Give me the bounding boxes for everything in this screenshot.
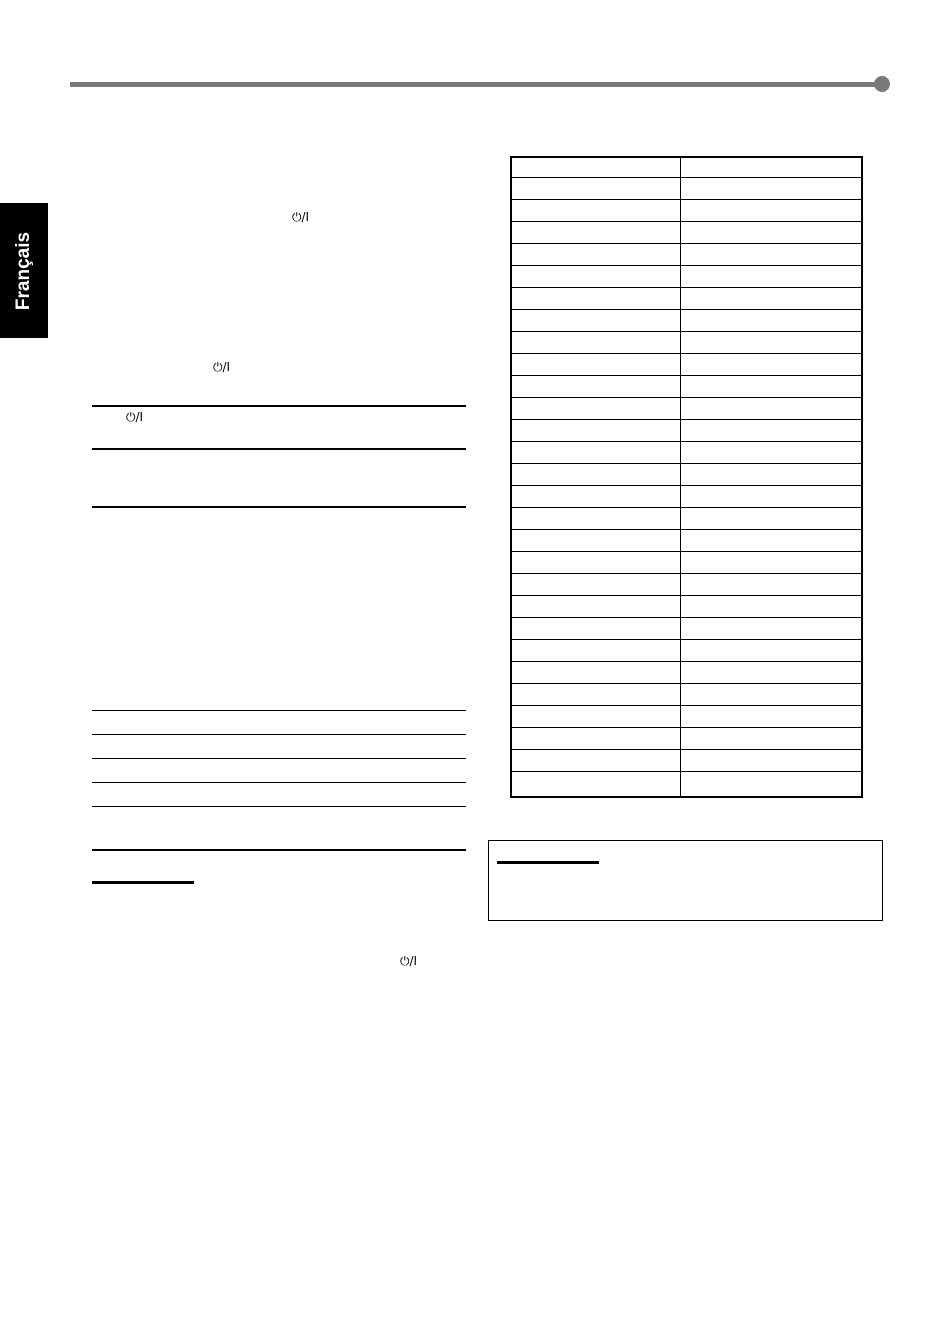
table-cell	[681, 266, 863, 288]
table-cell	[511, 222, 681, 244]
table-cell	[681, 464, 863, 486]
table-row	[511, 640, 862, 662]
table-cell	[681, 618, 863, 640]
table-row	[511, 332, 862, 354]
table-cell	[511, 662, 681, 684]
language-tab-label: Français	[13, 231, 34, 310]
table-row	[511, 354, 862, 376]
table-cell	[511, 574, 681, 596]
table-row	[511, 574, 862, 596]
table-cell	[511, 310, 681, 332]
table-row	[511, 552, 862, 574]
table-header-row	[511, 157, 862, 178]
table-row	[511, 772, 862, 798]
table-cell	[681, 222, 863, 244]
table-cell	[681, 178, 863, 200]
table-row	[511, 530, 862, 552]
note-box	[488, 840, 883, 921]
table-rule	[92, 806, 466, 807]
table-row	[511, 618, 862, 640]
table-cell	[511, 398, 681, 420]
table-cell	[681, 332, 863, 354]
table-cell	[511, 288, 681, 310]
table-row	[511, 596, 862, 618]
table-cell	[681, 750, 863, 772]
table-cell	[681, 376, 863, 398]
table-header-cell	[681, 157, 863, 178]
table-row	[511, 442, 862, 464]
table-cell	[681, 310, 863, 332]
table-row	[511, 398, 862, 420]
table-cell	[681, 552, 863, 574]
table-cell	[681, 640, 863, 662]
header-rule	[70, 82, 882, 87]
table-row	[511, 508, 862, 530]
table-row	[511, 750, 862, 772]
table-row	[511, 222, 862, 244]
table-cell	[511, 596, 681, 618]
table-cell	[511, 728, 681, 750]
table-cell	[511, 244, 681, 266]
table-cell	[511, 354, 681, 376]
table-cell	[681, 486, 863, 508]
table-row	[511, 486, 862, 508]
table-rule	[92, 849, 466, 851]
table-cell	[681, 574, 863, 596]
table-row	[511, 464, 862, 486]
table-rule	[92, 758, 466, 759]
table-row	[511, 662, 862, 684]
table-row	[511, 420, 862, 442]
table-cell	[511, 750, 681, 772]
table-row	[511, 178, 862, 200]
power-standby-icon: ⏻/I	[400, 954, 418, 968]
table-cell	[511, 640, 681, 662]
table-cell	[681, 684, 863, 706]
table-row	[511, 266, 862, 288]
table-cell	[681, 354, 863, 376]
table-rule	[92, 710, 466, 711]
table-row	[511, 310, 862, 332]
header-rule-endpoint	[874, 76, 890, 92]
table-cell	[511, 178, 681, 200]
table-row	[511, 684, 862, 706]
power-standby-icon: ⏻/I	[126, 410, 144, 424]
power-standby-icon: ⏻/I	[292, 210, 310, 224]
table-cell	[681, 288, 863, 310]
table-cell	[511, 332, 681, 354]
table-cell	[511, 266, 681, 288]
table-cell	[511, 200, 681, 222]
table-cell	[681, 596, 863, 618]
table-rule	[92, 448, 466, 450]
table-cell	[511, 530, 681, 552]
table-rule	[92, 734, 466, 735]
table-cell	[511, 706, 681, 728]
table-cell	[511, 442, 681, 464]
table-rule	[92, 506, 466, 508]
table-cell	[511, 552, 681, 574]
table-cell	[681, 244, 863, 266]
table-cell	[511, 618, 681, 640]
table-cell	[681, 508, 863, 530]
table-cell	[681, 772, 863, 798]
table-cell	[681, 706, 863, 728]
table-cell	[681, 728, 863, 750]
language-tab	[0, 203, 48, 338]
table-row	[511, 376, 862, 398]
table-cell	[681, 530, 863, 552]
table-cell	[511, 420, 681, 442]
table-cell	[511, 464, 681, 486]
table-header-cell	[511, 157, 681, 178]
note-heading-underline	[92, 881, 194, 884]
table-row	[511, 728, 862, 750]
table-cell	[511, 772, 681, 798]
table-cell	[511, 684, 681, 706]
table-rule	[92, 782, 466, 783]
table-rule	[92, 405, 466, 407]
table-cell	[681, 442, 863, 464]
table-cell	[681, 200, 863, 222]
table-cell	[681, 662, 863, 684]
table-cell	[681, 398, 863, 420]
table-cell	[511, 376, 681, 398]
table-cell	[511, 508, 681, 530]
table-row	[511, 200, 862, 222]
table-row	[511, 288, 862, 310]
table-cell	[681, 420, 863, 442]
power-standby-icon: ⏻/I	[213, 360, 231, 374]
code-table	[510, 156, 863, 798]
table-cell	[511, 486, 681, 508]
table-row	[511, 244, 862, 266]
note-box-heading-underline	[497, 861, 599, 864]
table-row	[511, 706, 862, 728]
